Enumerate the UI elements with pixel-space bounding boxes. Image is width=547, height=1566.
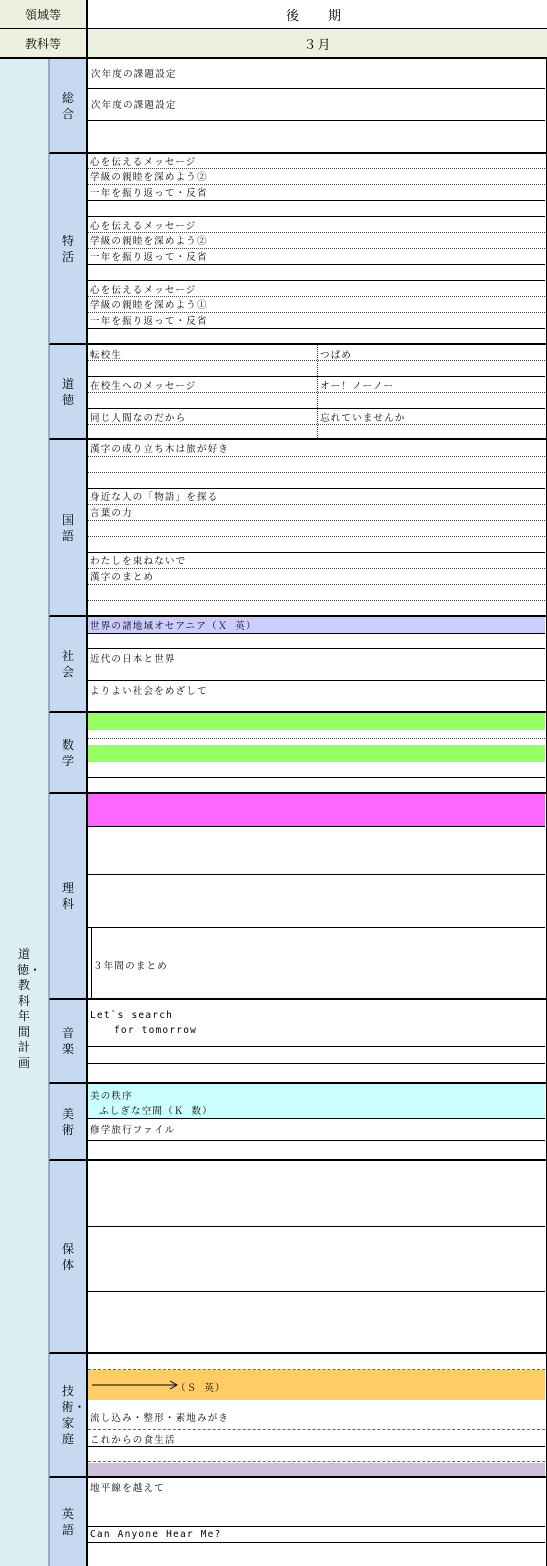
sogo-item: 次年度の課題設定 (91, 100, 177, 111)
shakai-item: 世界の諸地域オセアニア（Ｘ 英） (90, 621, 257, 632)
kokugo-item: 言葉の力 (90, 508, 133, 519)
dotoku-left-item: 転校生 (90, 350, 123, 361)
tokkatsu-item: 心を伝えるメッセージ (90, 221, 197, 232)
gika-item: 流し込み・整形・素地みがき (90, 1413, 230, 1424)
subject-shakai-label: 社会 (61, 649, 74, 679)
subject-dotoku-label: 道徳 (61, 376, 74, 407)
subject-ongaku-label: 音楽 (61, 1026, 74, 1056)
subject-sugaku-label: 数学 (61, 737, 74, 768)
sugaku-green-bar (88, 713, 545, 730)
tokkatsu-item: 心を伝えるメッセージ (90, 157, 197, 168)
dotoku-right-item: 忘れていませんか (320, 413, 406, 424)
dotoku-right-item: つばめ (320, 350, 353, 361)
ongaku-item: for tomorrow (114, 1025, 198, 1036)
subject-kokugo (49, 440, 88, 617)
subject-bijutsu (49, 1084, 88, 1161)
gika-purple-bar (88, 1463, 545, 1476)
kokugo-item: 漢字の成り立ち木は旅が好き (90, 444, 230, 455)
subject-shakai (49, 617, 88, 713)
eigo-item: Can Anyone Hear Me? (90, 1529, 222, 1540)
rika-item: ３年間のまとめ (93, 961, 168, 972)
kokugo-item: わたしを束ねないで (90, 556, 187, 567)
subject-label-cell: 教科等 (0, 29, 88, 59)
rika-magenta-bar (88, 794, 545, 826)
arrow-right-icon (92, 1379, 182, 1391)
tokkatsu-item: 一年を振り返って・反省 (90, 188, 208, 199)
tokkatsu-item: 一年を振り返って・反省 (90, 316, 208, 327)
subject-gika (49, 1354, 88, 1478)
bijutsu-item: 美の秩序 (90, 1091, 133, 1102)
dotoku-left-item: 在校生へのメッセージ (90, 381, 197, 392)
subject-dotoku (49, 345, 88, 440)
subject-eigo-label: 英語 (61, 1507, 74, 1537)
domain-label-cell: 領域等 (0, 0, 88, 29)
subject-kokugo-label: 国語 (61, 512, 74, 543)
kokugo-item: 漢字のまとめ (90, 572, 155, 583)
subject-taiiku (49, 1161, 88, 1354)
tokkatsu-item: 学級の親睦を深めよう② (90, 236, 208, 247)
subject-rika-label: 理科 (61, 881, 74, 911)
bijutsu-item: ふしぎな空間（Ｋ 数） (99, 1106, 213, 1117)
tokkatsu-item: 心を伝えるメッセージ (90, 285, 197, 296)
side-column (0, 59, 49, 1566)
tokkatsu-item: 学級の親睦を深めよう① (90, 300, 208, 311)
subject-rika (49, 794, 88, 1000)
gika-item: これからの食生活 (90, 1435, 176, 1446)
subject-sogo (49, 59, 88, 154)
month-cell: ３月 (88, 29, 547, 59)
side-label: 道徳・教科年間計画 (17, 947, 42, 1070)
ongaku-item: Let`s search (90, 1010, 174, 1021)
subject-ongaku (49, 1000, 88, 1084)
subject-tokkatsu-label: 特活 (61, 233, 74, 264)
subject-taiiku-label: 保体 (61, 1241, 74, 1272)
shakai-item: 近代の日本と世界 (90, 654, 176, 665)
term-cell: 後 期 (88, 0, 547, 29)
subject-sugaku (49, 713, 88, 794)
tokkatsu-item: 学級の親睦を深めよう② (90, 172, 208, 183)
dotoku-left-item: 同じ人間なのだから (90, 413, 187, 424)
subject-tokkatsu (49, 154, 88, 345)
kokugo-item: 身近な人の「物語」を探る (90, 492, 219, 503)
subject-eigo (49, 1478, 88, 1566)
eigo-item: 地平線を越えて (90, 1483, 165, 1494)
dotoku-right-item: オー！ノーノー (320, 381, 395, 392)
sugaku-green-bar (88, 745, 545, 762)
sogo-item: 次年度の課題設定 (91, 69, 177, 80)
rika-cell-border (91, 927, 92, 998)
gika-item: （Ｓ 英） (176, 1383, 226, 1394)
tokkatsu-item: 一年を振り返って・反省 (90, 252, 208, 263)
subject-bijutsu-label: 美術 (61, 1106, 74, 1137)
shakai-item: よりよい社会をめざして (90, 686, 208, 697)
subject-gika-label: 技術・家庭 (61, 1384, 86, 1446)
subject-sogo-label: 総合 (61, 90, 74, 121)
bijutsu-item: 修学旅行ファイル (90, 1125, 176, 1136)
